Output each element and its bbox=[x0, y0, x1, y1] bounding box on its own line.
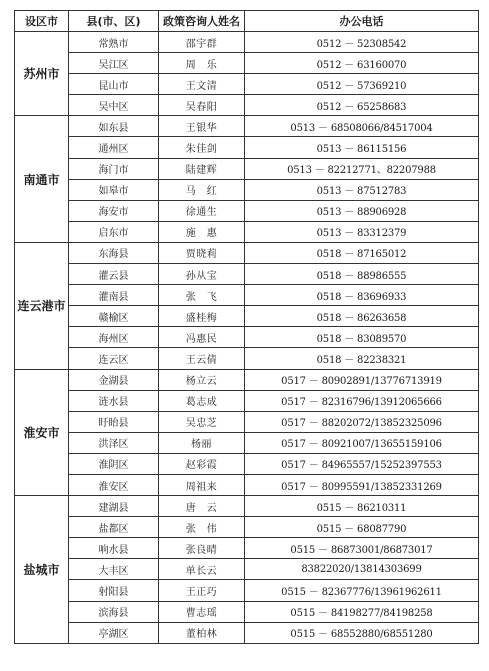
county-cell: 启东市 bbox=[69, 221, 159, 242]
header-office-phone: 办公电话 bbox=[245, 11, 479, 32]
contact-name-cell: 张良晴 bbox=[159, 538, 245, 559]
city-cell: 南通市 bbox=[15, 116, 69, 243]
table-row bbox=[15, 221, 479, 242]
table-row bbox=[15, 348, 479, 369]
phone-cell: 0518 － 88986555 bbox=[245, 264, 479, 285]
contact-name-cell: 邵宇群 bbox=[159, 32, 245, 53]
phone-cell: 0513 － 87512783 bbox=[245, 179, 479, 200]
contact-name-cell: 盛桂梅 bbox=[159, 306, 245, 327]
table-row bbox=[15, 95, 479, 116]
phone-cell: 0512 － 57369210 bbox=[245, 74, 479, 95]
phone-cell: 0513 － 83312379 bbox=[245, 221, 479, 242]
table-row bbox=[15, 432, 479, 453]
table-row bbox=[15, 179, 479, 200]
phone-cell: 0518 － 83089570 bbox=[245, 327, 479, 348]
phone-cell: 0515 － 68087790 bbox=[245, 517, 479, 538]
phone-cell: 0517 － 80921007/13655159106 bbox=[245, 432, 479, 453]
county-cell: 连云区 bbox=[69, 348, 159, 369]
city-cell: 连云港市 bbox=[15, 242, 69, 369]
contact-name-cell: 陆建辉 bbox=[159, 158, 245, 179]
contact-name-cell: 唐 云 bbox=[159, 496, 245, 517]
table-row bbox=[15, 601, 479, 622]
phone-cell: 0513 － 68508066/84517004 bbox=[245, 116, 479, 137]
county-cell: 亭湖区 bbox=[69, 622, 159, 643]
contact-name-cell: 周 乐 bbox=[159, 53, 245, 74]
phone-cell: 0513 － 82212771、82207988 bbox=[245, 158, 479, 179]
contact-name-cell: 张 伟 bbox=[159, 517, 245, 538]
phone-cell: 0517 － 82316796/13912065666 bbox=[245, 390, 479, 411]
county-cell: 金湖县 bbox=[69, 369, 159, 390]
phone-cell: 0512 － 52308542 bbox=[245, 32, 479, 53]
county-cell: 大丰区 bbox=[69, 559, 159, 580]
contact-name-cell: 吴春阳 bbox=[159, 95, 245, 116]
contact-name-cell: 贾晓莉 bbox=[159, 242, 245, 263]
contact-name-cell: 周祖来 bbox=[159, 474, 245, 495]
county-cell: 淮阴区 bbox=[69, 453, 159, 474]
county-cell: 如皋市 bbox=[69, 179, 159, 200]
contact-name-cell: 吴忠芝 bbox=[159, 411, 245, 432]
table-row bbox=[15, 242, 479, 263]
table-row bbox=[15, 264, 479, 285]
county-cell: 灌云县 bbox=[69, 264, 159, 285]
table-row bbox=[15, 306, 479, 327]
contact-name-cell: 杨立云 bbox=[159, 369, 245, 390]
contact-name-cell: 王银华 bbox=[159, 116, 245, 137]
table-row bbox=[15, 580, 479, 601]
table-header bbox=[15, 11, 479, 32]
county-cell: 盱眙县 bbox=[69, 411, 159, 432]
contact-name-cell: 赵彩霞 bbox=[159, 453, 245, 474]
county-cell: 射阳县 bbox=[69, 580, 159, 601]
contact-name-cell: 王云倩 bbox=[159, 348, 245, 369]
county-cell: 盐都区 bbox=[69, 517, 159, 538]
county-cell: 建湖县 bbox=[69, 496, 159, 517]
county-cell: 东海县 bbox=[69, 242, 159, 263]
table-row bbox=[15, 411, 479, 432]
county-cell: 响水县 bbox=[69, 538, 159, 559]
table-row bbox=[15, 453, 479, 474]
table-row bbox=[15, 517, 479, 538]
phone-cell: 83822020/13814303699 bbox=[245, 559, 479, 580]
table-row bbox=[15, 622, 479, 643]
phone-cell: 0517 － 84965557/15252397553 bbox=[245, 453, 479, 474]
phone-cell: 0518 － 87165012 bbox=[245, 242, 479, 263]
table-row bbox=[15, 53, 479, 74]
county-cell: 吴江区 bbox=[69, 53, 159, 74]
table-row bbox=[15, 390, 479, 411]
contact-table bbox=[14, 10, 479, 644]
contact-name-cell: 孙从宝 bbox=[159, 264, 245, 285]
phone-cell: 0515 － 82367776/13961962611 bbox=[245, 580, 479, 601]
county-cell: 涟水县 bbox=[69, 390, 159, 411]
phone-cell: 0518 － 82238321 bbox=[245, 348, 479, 369]
county-cell: 昆山市 bbox=[69, 74, 159, 95]
table-row bbox=[15, 32, 479, 53]
table-row bbox=[15, 116, 479, 137]
table-row bbox=[15, 496, 479, 517]
county-cell: 洪泽区 bbox=[69, 432, 159, 453]
county-cell: 灌南县 bbox=[69, 285, 159, 306]
county-cell: 如东县 bbox=[69, 116, 159, 137]
phone-cell: 0513 － 86115156 bbox=[245, 137, 479, 158]
contact-name-cell: 冯惠民 bbox=[159, 327, 245, 348]
phone-cell: 0515 － 86873001/86873017 bbox=[245, 538, 479, 559]
county-cell: 淮安区 bbox=[69, 474, 159, 495]
phone-cell: 0515 － 68552880/68551280 bbox=[245, 622, 479, 643]
phone-cell: 0515 － 86210311 bbox=[245, 496, 479, 517]
contact-name-cell: 朱佳剑 bbox=[159, 137, 245, 158]
header-county: 县(市、区) bbox=[69, 11, 159, 32]
header-city: 设区市 bbox=[15, 11, 69, 32]
phone-cell: 0517 － 88202072/13852325096 bbox=[245, 411, 479, 432]
table-row bbox=[15, 137, 479, 158]
contact-name-cell: 徐通生 bbox=[159, 200, 245, 221]
phone-cell: 0513 － 88906928 bbox=[245, 200, 479, 221]
phone-cell: 0518 － 83696933 bbox=[245, 285, 479, 306]
county-cell: 通州区 bbox=[69, 137, 159, 158]
contact-name-cell: 张 飞 bbox=[159, 285, 245, 306]
phone-cell: 0518 － 86263658 bbox=[245, 306, 479, 327]
table-row bbox=[15, 158, 479, 179]
phone-cell: 0515 － 84198277/84198258 bbox=[245, 601, 479, 622]
phone-cell: 0512 － 65258683 bbox=[245, 95, 479, 116]
contact-name-cell: 葛志成 bbox=[159, 390, 245, 411]
table-row bbox=[15, 559, 479, 580]
county-cell: 海州区 bbox=[69, 327, 159, 348]
county-cell: 海安市 bbox=[69, 200, 159, 221]
city-cell: 淮安市 bbox=[15, 369, 69, 496]
county-cell: 常熟市 bbox=[69, 32, 159, 53]
phone-cell: 0517 － 80902891/13776713919 bbox=[245, 369, 479, 390]
city-cell: 盐城市 bbox=[15, 496, 69, 644]
contact-name-cell: 单长云 bbox=[159, 559, 245, 580]
contact-name-cell: 曹志瑶 bbox=[159, 601, 245, 622]
contact-name-cell: 施 惠 bbox=[159, 221, 245, 242]
county-cell: 吴中区 bbox=[69, 95, 159, 116]
table-body bbox=[15, 32, 479, 644]
contact-name-cell: 马 红 bbox=[159, 179, 245, 200]
county-cell: 赣榆区 bbox=[69, 306, 159, 327]
contact-name-cell: 董柏林 bbox=[159, 622, 245, 643]
table-row bbox=[15, 285, 479, 306]
table-row bbox=[15, 200, 479, 221]
phone-cell: 0512 － 63160070 bbox=[245, 53, 479, 74]
contact-name-cell: 杨丽 bbox=[159, 432, 245, 453]
table-row bbox=[15, 74, 479, 95]
table-row bbox=[15, 327, 479, 348]
phone-cell: 0517 － 80995591/13852331269 bbox=[245, 474, 479, 495]
table-row bbox=[15, 369, 479, 390]
county-cell: 海门市 bbox=[69, 158, 159, 179]
header-contact-name: 政策咨询人姓名 bbox=[159, 11, 245, 32]
county-cell: 滨海县 bbox=[69, 601, 159, 622]
city-cell: 苏州市 bbox=[15, 32, 69, 116]
table-row bbox=[15, 538, 479, 559]
table-row bbox=[15, 474, 479, 495]
contact-name-cell: 王正巧 bbox=[159, 580, 245, 601]
contact-name-cell: 王文清 bbox=[159, 74, 245, 95]
